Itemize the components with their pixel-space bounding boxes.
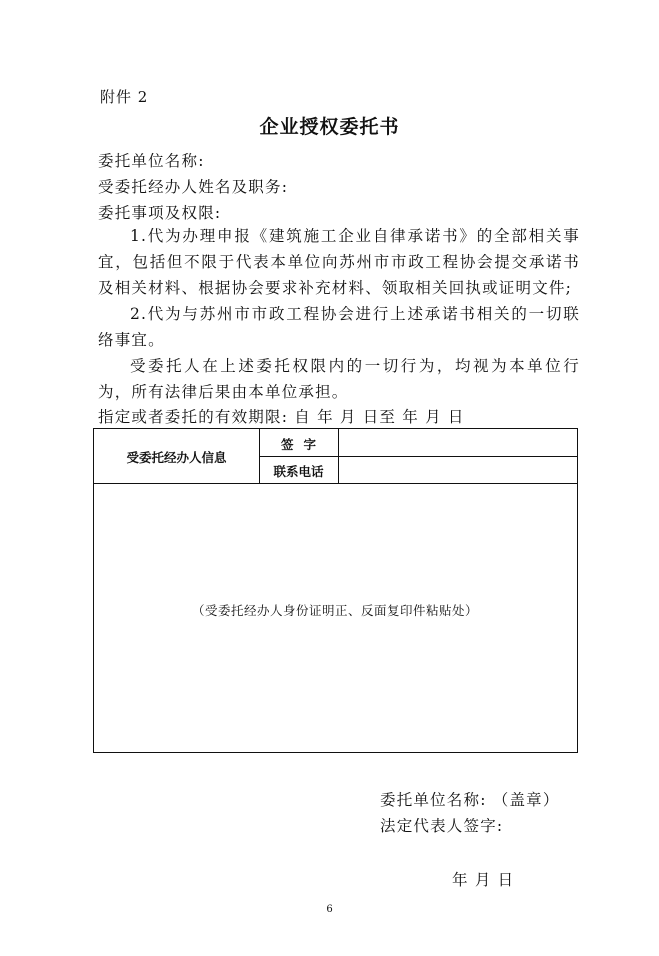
signoff-date: 年 月 日 bbox=[452, 871, 515, 889]
validity-period-line: 指定或者委托的有效期限: 自 年 月 日至 年 月 日 bbox=[98, 408, 465, 426]
page-number: 6 bbox=[326, 904, 333, 915]
signature-label: 签字 bbox=[280, 437, 326, 452]
id-copy-paste-area-note: （受委托经办人身份证明正、反面复印件粘贴处） bbox=[191, 603, 478, 618]
phone-label: 联系电话 bbox=[273, 464, 324, 479]
scope-field: 委托事项及权限: bbox=[98, 204, 222, 222]
agent-info-table bbox=[93, 428, 578, 753]
liability-statement: 受委托人在上述委托权限内的一切行为，均视为本单位行为，所有法律后果由本单位承担。 bbox=[98, 357, 580, 401]
authorization-item-1: 1.代为办理申报《建筑施工企业自律承诺书》的全部相关事宜，包括但不限于代表本单位向苏州市市政工程协会提交承诺书及相关材料、根据协会要求补充材料、领取相关回执或证明文件; bbox=[98, 227, 580, 297]
unit-seal-line: 委托单位名称: （盖章） bbox=[380, 791, 560, 809]
attachment-label: 附件 2 bbox=[100, 88, 149, 106]
entrusting-unit-field: 委托单位名称: bbox=[98, 152, 205, 170]
phone-field[interactable] bbox=[340, 457, 575, 482]
table-divider bbox=[94, 483, 577, 484]
document-title: 企业授权委托书 bbox=[259, 116, 400, 138]
agent-name-position-field: 受委托经办人姓名及职务: bbox=[98, 178, 289, 196]
signature-field[interactable] bbox=[340, 430, 575, 455]
agent-info-label: 受委托经办人信息 bbox=[126, 450, 227, 465]
authorization-item-2: 2.代为与苏州市市政工程协会进行上述承诺书相关的一切联络事宜。 bbox=[98, 305, 580, 349]
legal-rep-signature-line: 法定代表人签字: bbox=[380, 817, 504, 835]
